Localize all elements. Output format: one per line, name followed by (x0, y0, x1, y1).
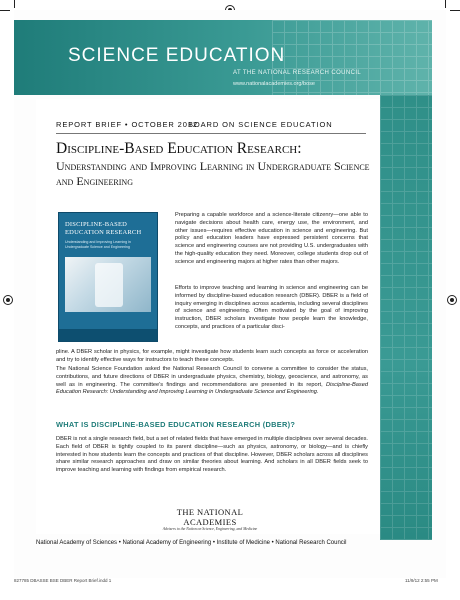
registration-mark-icon (3, 295, 13, 305)
section-heading: WHAT IS DISCIPLINE-BASED EDUCATION RESEARCH (DBER)? (56, 420, 296, 429)
dber-paragraph: Efforts to improve teaching and learning in science and engineering can be informed by discipline-based education research (DBER). DBER is a field of inquiry emerging in disciplines across academia, including several disciplines of science and engineering. Often motivated by the goal of improving instruction, DBER scholars investigate how people learn the knowledge, concepts, and practices of a particular disci- (175, 285, 368, 330)
print-slug-left: 827785 DBASSE BSE DBER Report Brief.indd 1 (14, 578, 112, 583)
side-band-grid-pattern (380, 95, 432, 540)
nsf-paragraph (56, 366, 368, 397)
page-subtitle: Understanding and Improving Learning in Undergraduate Science and Engineering (56, 159, 370, 188)
side-band (380, 95, 432, 540)
cover-title: DISCIPLINE-BASED EDUCATION RESEARCH (65, 221, 142, 236)
crop-mark (0, 10, 10, 11)
report-brief-line: REPORT BRIEF • OCTOBER 2012 (56, 120, 198, 129)
crop-mark (445, 0, 446, 8)
national-academies-logo (155, 507, 265, 531)
header-divider (56, 133, 366, 134)
definition-paragraph: DBER is not a single research field, but a set of related fields that have emerged in multiple disciplines over several decades. Each field of DBER is tightly coupled to its parent discipline—such as physics, astronomy, or biology—and is chiefly interested in how students learn the concepts and practices of that discipline. However, DBER scholars across all disciplines share similar research approaches and draw on similar theories about learning. And scholars in all DBER fields seek to improve teaching and learning with findings from empirical research. (56, 436, 368, 473)
registration-mark-icon (447, 295, 457, 305)
footer-organizations: National Academy of Sciences • National Academy of Engineering • Institute of Medicine • National Research Council (36, 540, 347, 546)
dber-paragraph-continued: pline. A DBER scholar in physics, for example, might investigate how students learn such concepts as force or acceleration and try to identify effective ways for instructors to teach these concepts. (56, 349, 368, 363)
intro-paragraph: Preparing a capable workforce and a science-literate citizenry—one able to navigate decisions about health care, energy use, the environment, and other issues—requires effective education in science and engineering. But policy and education leaders have expressed persistent concerns that science and engineering courses are not providing U.S. undergraduates with the high-quality education they need. Moreover, college students drop out of science and engineering majors at higher rates than other majors. (175, 212, 368, 265)
banner-title: SCIENCE EDUCATION (68, 45, 286, 66)
header-banner (14, 20, 432, 95)
banner-url: www.nationalacademies.org/bose (233, 81, 315, 87)
crop-mark (450, 10, 460, 11)
cover-artwork (65, 257, 151, 312)
banner-subtitle: AT THE NATIONAL RESEARCH COUNCIL (233, 70, 362, 76)
report-title-italic: Discipline-Based Education Research: Understanding and Improving Learning in Undergraduate Science and Engineering. (56, 381, 368, 396)
cover-subtitle: Understanding and Improving Learning in Undergraduate Science and Engineering (65, 240, 131, 249)
page-title: Discipline-Based Education Research: (56, 140, 302, 157)
report-cover-image (58, 212, 158, 342)
crop-mark (14, 0, 15, 8)
print-slug-right: 11/9/12 2:55 PM (405, 578, 438, 583)
cover-footer-band (59, 329, 157, 341)
nsf-paragraph-text: The National Science Foundation asked the National Research Council to convene a committee to consider the status, contributions, and future directions of DBER in undergraduate physics, chemistry, biology, geoscience, and astronomy, as well as in engineering. The committee's findings and recommendations are presented in its report, (56, 366, 368, 388)
logo-tagline: Advisers to the Nation on Science, Engineering, and Medicine (162, 527, 258, 531)
board-name: BOARD ON SCIENCE EDUCATION (188, 120, 333, 129)
logo-name: THE NATIONAL ACADEMIES (176, 507, 244, 527)
